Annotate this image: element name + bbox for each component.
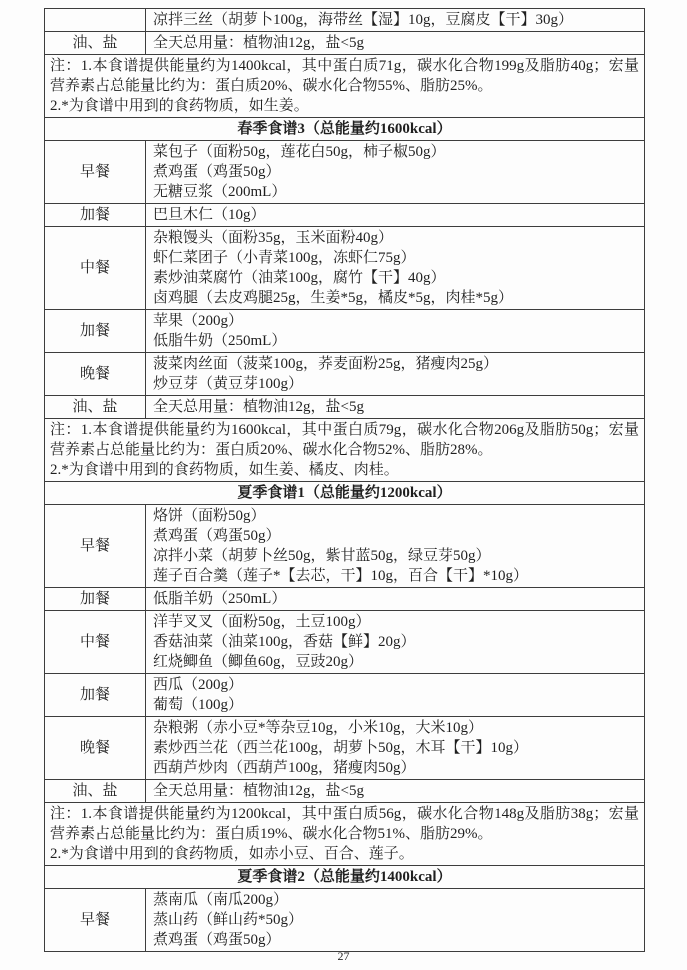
- section-header-row: [45, 482, 645, 505]
- note-line: 2.*为食谱中用到的食药物质，如生姜、橘皮、肉桂。: [50, 462, 399, 478]
- meal-content: [146, 717, 645, 780]
- note-line: 注：1.本食谱提供能量约为1600kcal，其中蛋白质79g，碳水化合物206g及脂肪50g；宏量营养素占总能量比约为：蛋白质20%、碳水化合物52%、脂肪28%。: [50, 422, 639, 458]
- meal-content: [146, 310, 645, 353]
- dish-line: 凉拌三丝（胡萝卜100g，海带丝【湿】10g，豆腐皮【干】30g）: [153, 12, 574, 28]
- dish-line: 杂粮粥（赤小豆*等杂豆10g，小米10g，大米10g）: [153, 720, 484, 736]
- meal-row: [45, 717, 645, 780]
- dish-line: 杂粮馒头（面粉35g，玉米面粉40g）: [153, 230, 394, 246]
- dish-line: 低脂牛奶（250mL）: [153, 333, 287, 349]
- dish-line: 菜包子（面粉50g，莲花白50g，柿子椒50g）: [153, 144, 446, 160]
- dish-line: 全天总用量：植物油12g，盐<5g: [153, 35, 364, 51]
- meal-label: 加餐: [45, 204, 146, 227]
- meal-content: [146, 588, 645, 611]
- note-cell: [45, 55, 645, 118]
- dish-line: 香菇油菜（油菜100g，香菇【鲜】20g）: [153, 634, 416, 650]
- meal-content: [146, 889, 645, 952]
- page-number: 27: [337, 949, 350, 963]
- dish-line: 煮鸡蛋（鸡蛋50g）: [153, 932, 281, 948]
- meal-content: [146, 611, 645, 674]
- section-header: 夏季食谱2（总能量约1400kcal）: [45, 866, 645, 889]
- section-header: 夏季食谱1（总能量约1200kcal）: [45, 482, 645, 505]
- meal-row: [45, 396, 645, 419]
- note-line: 2.*为食谱中用到的食药物质，如赤小豆、百合、莲子。: [50, 846, 414, 862]
- meal-label: 油、盐: [45, 780, 146, 803]
- dish-line: 巴旦木仁（10g）: [153, 207, 266, 223]
- meal-content: [146, 141, 645, 204]
- meal-content: [146, 674, 645, 717]
- meal-label: 中餐: [45, 611, 146, 674]
- meal-row: [45, 889, 645, 952]
- meal-row: [45, 611, 645, 674]
- meal-row: [45, 9, 645, 32]
- dish-line: 西葫芦炒肉（西葫芦100g，猪瘦肉50g）: [153, 760, 416, 776]
- dish-line: 西瓜（200g）: [153, 677, 244, 693]
- meal-label: 早餐: [45, 889, 146, 952]
- dish-line: 卤鸡腿（去皮鸡腿25g，生姜*5g，橘皮*5g，肉桂*5g）: [153, 290, 514, 306]
- meal-label: 中餐: [45, 227, 146, 310]
- meal-row: [45, 227, 645, 310]
- dish-line: 素炒油菜腐竹（油菜100g，腐竹【干】40g）: [153, 270, 446, 286]
- note-line: 2.*为食谱中用到的食药物质，如生姜。: [50, 98, 309, 114]
- dish-line: 全天总用量：植物油12g，盐<5g: [153, 399, 364, 415]
- dish-line: 洋芋叉叉（面粉50g，土豆100g）: [153, 614, 371, 630]
- meal-row: [45, 674, 645, 717]
- meal-row: [45, 505, 645, 588]
- dish-line: 煮鸡蛋（鸡蛋50g）: [153, 528, 281, 544]
- meal-content: [146, 32, 645, 55]
- meal-label: [45, 9, 146, 32]
- dish-line: 低脂羊奶（250mL）: [153, 591, 287, 607]
- meal-label: 油、盐: [45, 396, 146, 419]
- meal-row: [45, 310, 645, 353]
- dish-line: 全天总用量：植物油12g，盐<5g: [153, 783, 364, 799]
- note-cell: [45, 803, 645, 866]
- meal-content: [146, 204, 645, 227]
- meal-label: 油、盐: [45, 32, 146, 55]
- meal-content: [146, 505, 645, 588]
- meal-content: [146, 9, 645, 32]
- section-header-row: [45, 866, 645, 889]
- dish-line: 菠菜肉丝面（菠菜100g，荞麦面粉25g，猪瘦肉25g）: [153, 356, 499, 372]
- dish-line: 素炒西兰花（西兰花100g，胡萝卜50g，木耳【干】10g）: [153, 740, 529, 756]
- meal-table-body: [45, 9, 645, 952]
- meal-label: 晚餐: [45, 717, 146, 780]
- note-row: [45, 55, 645, 118]
- dish-line: 炒豆芽（黄豆芽100g）: [153, 376, 304, 392]
- dish-line: 烙饼（面粉50g）: [153, 508, 266, 524]
- note-row: [45, 419, 645, 482]
- note-cell: [45, 419, 645, 482]
- note-line: 注：1.本食谱提供能量约为1400kcal，其中蛋白质71g，碳水化合物199g及脂肪40g；宏量营养素占总能量比约为：蛋白质20%、碳水化合物55%、脂肪25%。: [50, 58, 639, 94]
- meal-row: [45, 588, 645, 611]
- meal-content: [146, 227, 645, 310]
- meal-row: [45, 353, 645, 396]
- dish-line: 蒸山药（鲜山药*50g）: [153, 912, 304, 928]
- dish-line: 蒸南瓜（南瓜200g）: [153, 892, 289, 908]
- meal-label: 晚餐: [45, 353, 146, 396]
- dish-line: 苹果（200g）: [153, 313, 244, 329]
- dish-line: 无糖豆浆（200mL）: [153, 184, 287, 200]
- meal-row: [45, 204, 645, 227]
- meal-label: 加餐: [45, 588, 146, 611]
- note-row: [45, 803, 645, 866]
- note-line: 注：1.本食谱提供能量约为1200kcal，其中蛋白质56g，碳水化合物148g及脂肪38g；宏量营养素占总能量比约为：蛋白质19%、碳水化合物51%、脂肪29%。: [50, 806, 639, 842]
- meal-label: 加餐: [45, 310, 146, 353]
- meal-content: [146, 353, 645, 396]
- section-header-row: [45, 118, 645, 141]
- meal-content: [146, 780, 645, 803]
- dish-line: 莲子百合羹（莲子*【去芯，干】10g，百合【干】*10g）: [153, 568, 529, 584]
- meal-label: 早餐: [45, 141, 146, 204]
- meal-table: [44, 8, 645, 952]
- dish-line: 虾仁菜团子（小青菜100g，冻虾仁75g）: [153, 250, 416, 266]
- meal-label: 早餐: [45, 505, 146, 588]
- section-header: 春季食谱3（总能量约1600kcal）: [45, 118, 645, 141]
- dish-line: 煮鸡蛋（鸡蛋50g）: [153, 164, 281, 180]
- meal-row: [45, 780, 645, 803]
- dish-line: 葡萄（100g）: [153, 697, 244, 713]
- dish-line: 凉拌小菜（胡萝卜丝50g，紫甘蓝50g，绿豆芽50g）: [153, 548, 491, 564]
- meal-row: [45, 32, 645, 55]
- dish-line: 红烧鲫鱼（鲫鱼60g，豆豉20g）: [153, 654, 364, 670]
- meal-content: [146, 396, 645, 419]
- meal-label: 加餐: [45, 674, 146, 717]
- meal-row: [45, 141, 645, 204]
